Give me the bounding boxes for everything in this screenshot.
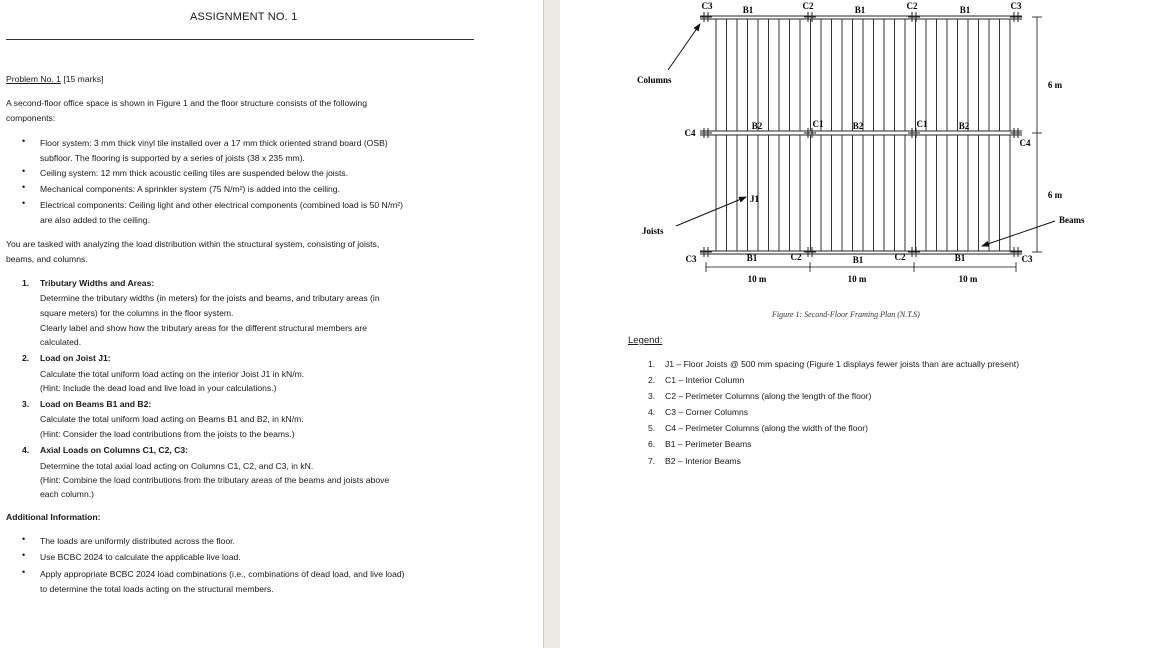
label-top-b1-2: B1 — [854, 5, 866, 15]
component-1-line-1: Floor system: 3 mm thick vinyl tile installed over a 17 mm thick oriented strand board (OSB) — [40, 138, 388, 148]
task-3-line-2: (Hint: Consider the load contributions from the joists to the beams.) — [40, 429, 295, 439]
columns-callout-label: Columns — [637, 75, 672, 85]
label-bottom-c3-left: C3 — [685, 254, 697, 264]
label-mid-c4-right: C4 — [1019, 138, 1031, 148]
task-4-line-3: each column.) — [40, 489, 94, 499]
additional-heading: Additional Information: — [6, 512, 101, 522]
bullet-icon: • — [22, 567, 26, 577]
legend-item-5-number: 5. — [648, 423, 656, 433]
page-title: ASSIGNMENT NO. 1 — [190, 11, 298, 23]
problem-marks: [15 marks] — [60, 74, 104, 84]
component-2-line-1: Ceiling system: 12 mm thick acoustic ceiling tiles are suspended below the joists. — [40, 168, 349, 178]
label-top-b1-3: B1 — [959, 5, 971, 15]
task-1-heading: Tributary Widths and Areas: — [40, 278, 155, 288]
label-mid-b2-1: B2 — [751, 121, 763, 131]
legend-item-2-number: 2. — [648, 375, 656, 385]
task-line-1: You are tasked with analyzing the load distribution within the structural system, consisting of joists, — [6, 239, 380, 249]
column-marker — [908, 128, 920, 138]
j1-label: J1 — [750, 194, 759, 204]
legend-item-4: C3 – Corner Columns — [665, 407, 749, 417]
task-2-number: 2. — [22, 353, 30, 363]
task-2-line-2: (Hint: Include the dead load and live load in your calculations.) — [40, 383, 277, 393]
height-label-1: 6 m — [1047, 80, 1063, 90]
label-mid-b2-2: B2 — [852, 121, 864, 131]
legend-item-5: C4 – Perimeter Columns (along the width of the floor) — [665, 423, 869, 433]
component-3-line-1: Mechanical components: A sprinkler system (75 N/m²) is added into the ceiling. — [40, 184, 340, 194]
label-mid-c4-left: C4 — [684, 128, 696, 138]
column-marker — [1010, 128, 1022, 138]
figure-caption: Figure 1: Second-Floor Framing Plan (N.T.S) — [772, 310, 920, 319]
label-bottom-b1-1: B1 — [746, 253, 758, 263]
column-marker — [908, 12, 920, 22]
bullet-icon: • — [22, 166, 26, 176]
additional-3-line-2: to determine the total loads acting on the structural members. — [40, 584, 274, 594]
component-4-line-1: Electrical components: Ceiling light and other electrical components (combined load is 50 N/m²) — [40, 200, 404, 210]
task-3-line-1: Calculate the total uniform load acting on Beams B1 and B2, in kN/m. — [40, 414, 304, 424]
task-2-line-1: Calculate the total uniform load acting on the interior Joist J1 in kN/m. — [40, 369, 305, 379]
label-bottom-b1-3: B1 — [954, 253, 966, 263]
task-1-line-4: calculated. — [40, 337, 82, 347]
label-top-c2-1: C2 — [802, 1, 814, 11]
legend-item-3: C2 – Perimeter Columns (along the length of the floor) — [665, 391, 872, 401]
label-top-b1-1: B1 — [742, 5, 754, 15]
legend-item-3-number: 3. — [648, 391, 656, 401]
additional-1: The loads are uniformly distributed across the floor. — [40, 536, 235, 546]
task-4-line-2: (Hint: Combine the load contributions from the tributary areas of the beams and joists above — [40, 475, 390, 485]
legend-item-6: B1 – Perimeter Beams — [665, 439, 752, 449]
problem-label: Problem No. 1 — [6, 74, 61, 84]
columns-callout-arrow — [668, 24, 700, 70]
task-1-line-2: square meters) for the columns in the floor system. — [40, 308, 234, 318]
additional-3-line-1: Apply appropriate BCBC 2024 load combinations (i.e., combinations of dead load, and live load) — [40, 569, 405, 579]
bullet-icon: • — [22, 550, 26, 560]
component-1-line-2: subfloor. The flooring is supported by a series of joists (38 x 235 mm). — [40, 153, 305, 163]
label-mid-c1-1: C1 — [812, 119, 824, 129]
span-label-3: 10 m — [958, 274, 978, 284]
label-bottom-b1-2: B1 — [852, 255, 864, 265]
task-3-heading: Load on Beams B1 and B2: — [40, 399, 152, 409]
legend-item-1: J1 – Floor Joists @ 500 mm spacing (Figure 1 displays fewer joists than are actually present) — [665, 359, 1020, 369]
legend-item-6-number: 6. — [648, 439, 656, 449]
intro-line-2: components: — [6, 113, 56, 123]
legend-item-7-number: 7. — [648, 456, 656, 466]
column-marker — [908, 247, 920, 257]
column-marker — [700, 12, 712, 22]
label-bottom-c3-right: C3 — [1021, 254, 1033, 264]
legend-item-1-number: 1. — [648, 359, 656, 369]
task-4-line-1: Determine the total axial load acting on Columns C1, C2, and C3, in kN. — [40, 461, 314, 471]
task-4-number: 4. — [22, 445, 30, 455]
label-top-c3-left: C3 — [701, 1, 713, 11]
bullet-icon: • — [22, 182, 26, 192]
task-4-heading: Axial Loads on Columns C1, C2, C3: — [40, 445, 189, 455]
legend-item-7: B2 – Interior Beams — [665, 456, 741, 466]
intro-line-1: A second-floor office space is shown in Figure 1 and the floor structure consists of the following — [6, 98, 367, 108]
label-mid-c1-2: C1 — [916, 119, 928, 129]
beams-callout-label: Beams — [1059, 215, 1085, 225]
bullet-icon: • — [22, 136, 26, 146]
legend-item-2: C1 – Interior Column — [665, 375, 745, 385]
span-label-2: 10 m — [847, 274, 867, 284]
label-bottom-c2-1: C2 — [790, 252, 802, 262]
bullet-icon: • — [22, 534, 26, 544]
column-marker — [1010, 247, 1022, 257]
span-label-1: 10 m — [747, 274, 767, 284]
beams-callout-arrow — [982, 221, 1055, 246]
height-label-2: 6 m — [1047, 190, 1063, 200]
label-bottom-c2-2: C2 — [894, 252, 906, 262]
label-top-c3-right: C3 — [1010, 1, 1022, 11]
label-top-c2-2: C2 — [906, 1, 918, 11]
column-marker — [700, 128, 712, 138]
height-dimension — [1032, 17, 1042, 252]
task-1-line-1: Determine the tributary widths (in meters) for the joists and beams, and tributary areas (in — [40, 293, 380, 303]
column-marker — [700, 247, 712, 257]
bullet-icon: • — [22, 198, 26, 208]
task-1-line-3: Clearly label and show how the tributary areas for the different structural members are — [40, 323, 368, 333]
task-1-number: 1. — [22, 278, 30, 288]
column-marker — [1010, 12, 1022, 22]
beam-lines — [700, 16, 1022, 254]
joists-callout-arrow — [676, 197, 746, 226]
label-mid-b2-3: B2 — [958, 121, 970, 131]
legend-item-4-number: 4. — [648, 407, 656, 417]
joists-callout-label: Joists — [642, 226, 664, 236]
legend-title: Legend: — [628, 335, 663, 346]
task-line-2: beams, and columns. — [6, 254, 88, 264]
additional-2: Use BCBC 2024 to calculate the applicable live load. — [40, 552, 241, 562]
task-2-heading: Load on Joist J1: — [40, 353, 111, 363]
task-3-number: 3. — [22, 399, 30, 409]
component-4-line-2: are also added to the ceiling. — [40, 215, 150, 225]
